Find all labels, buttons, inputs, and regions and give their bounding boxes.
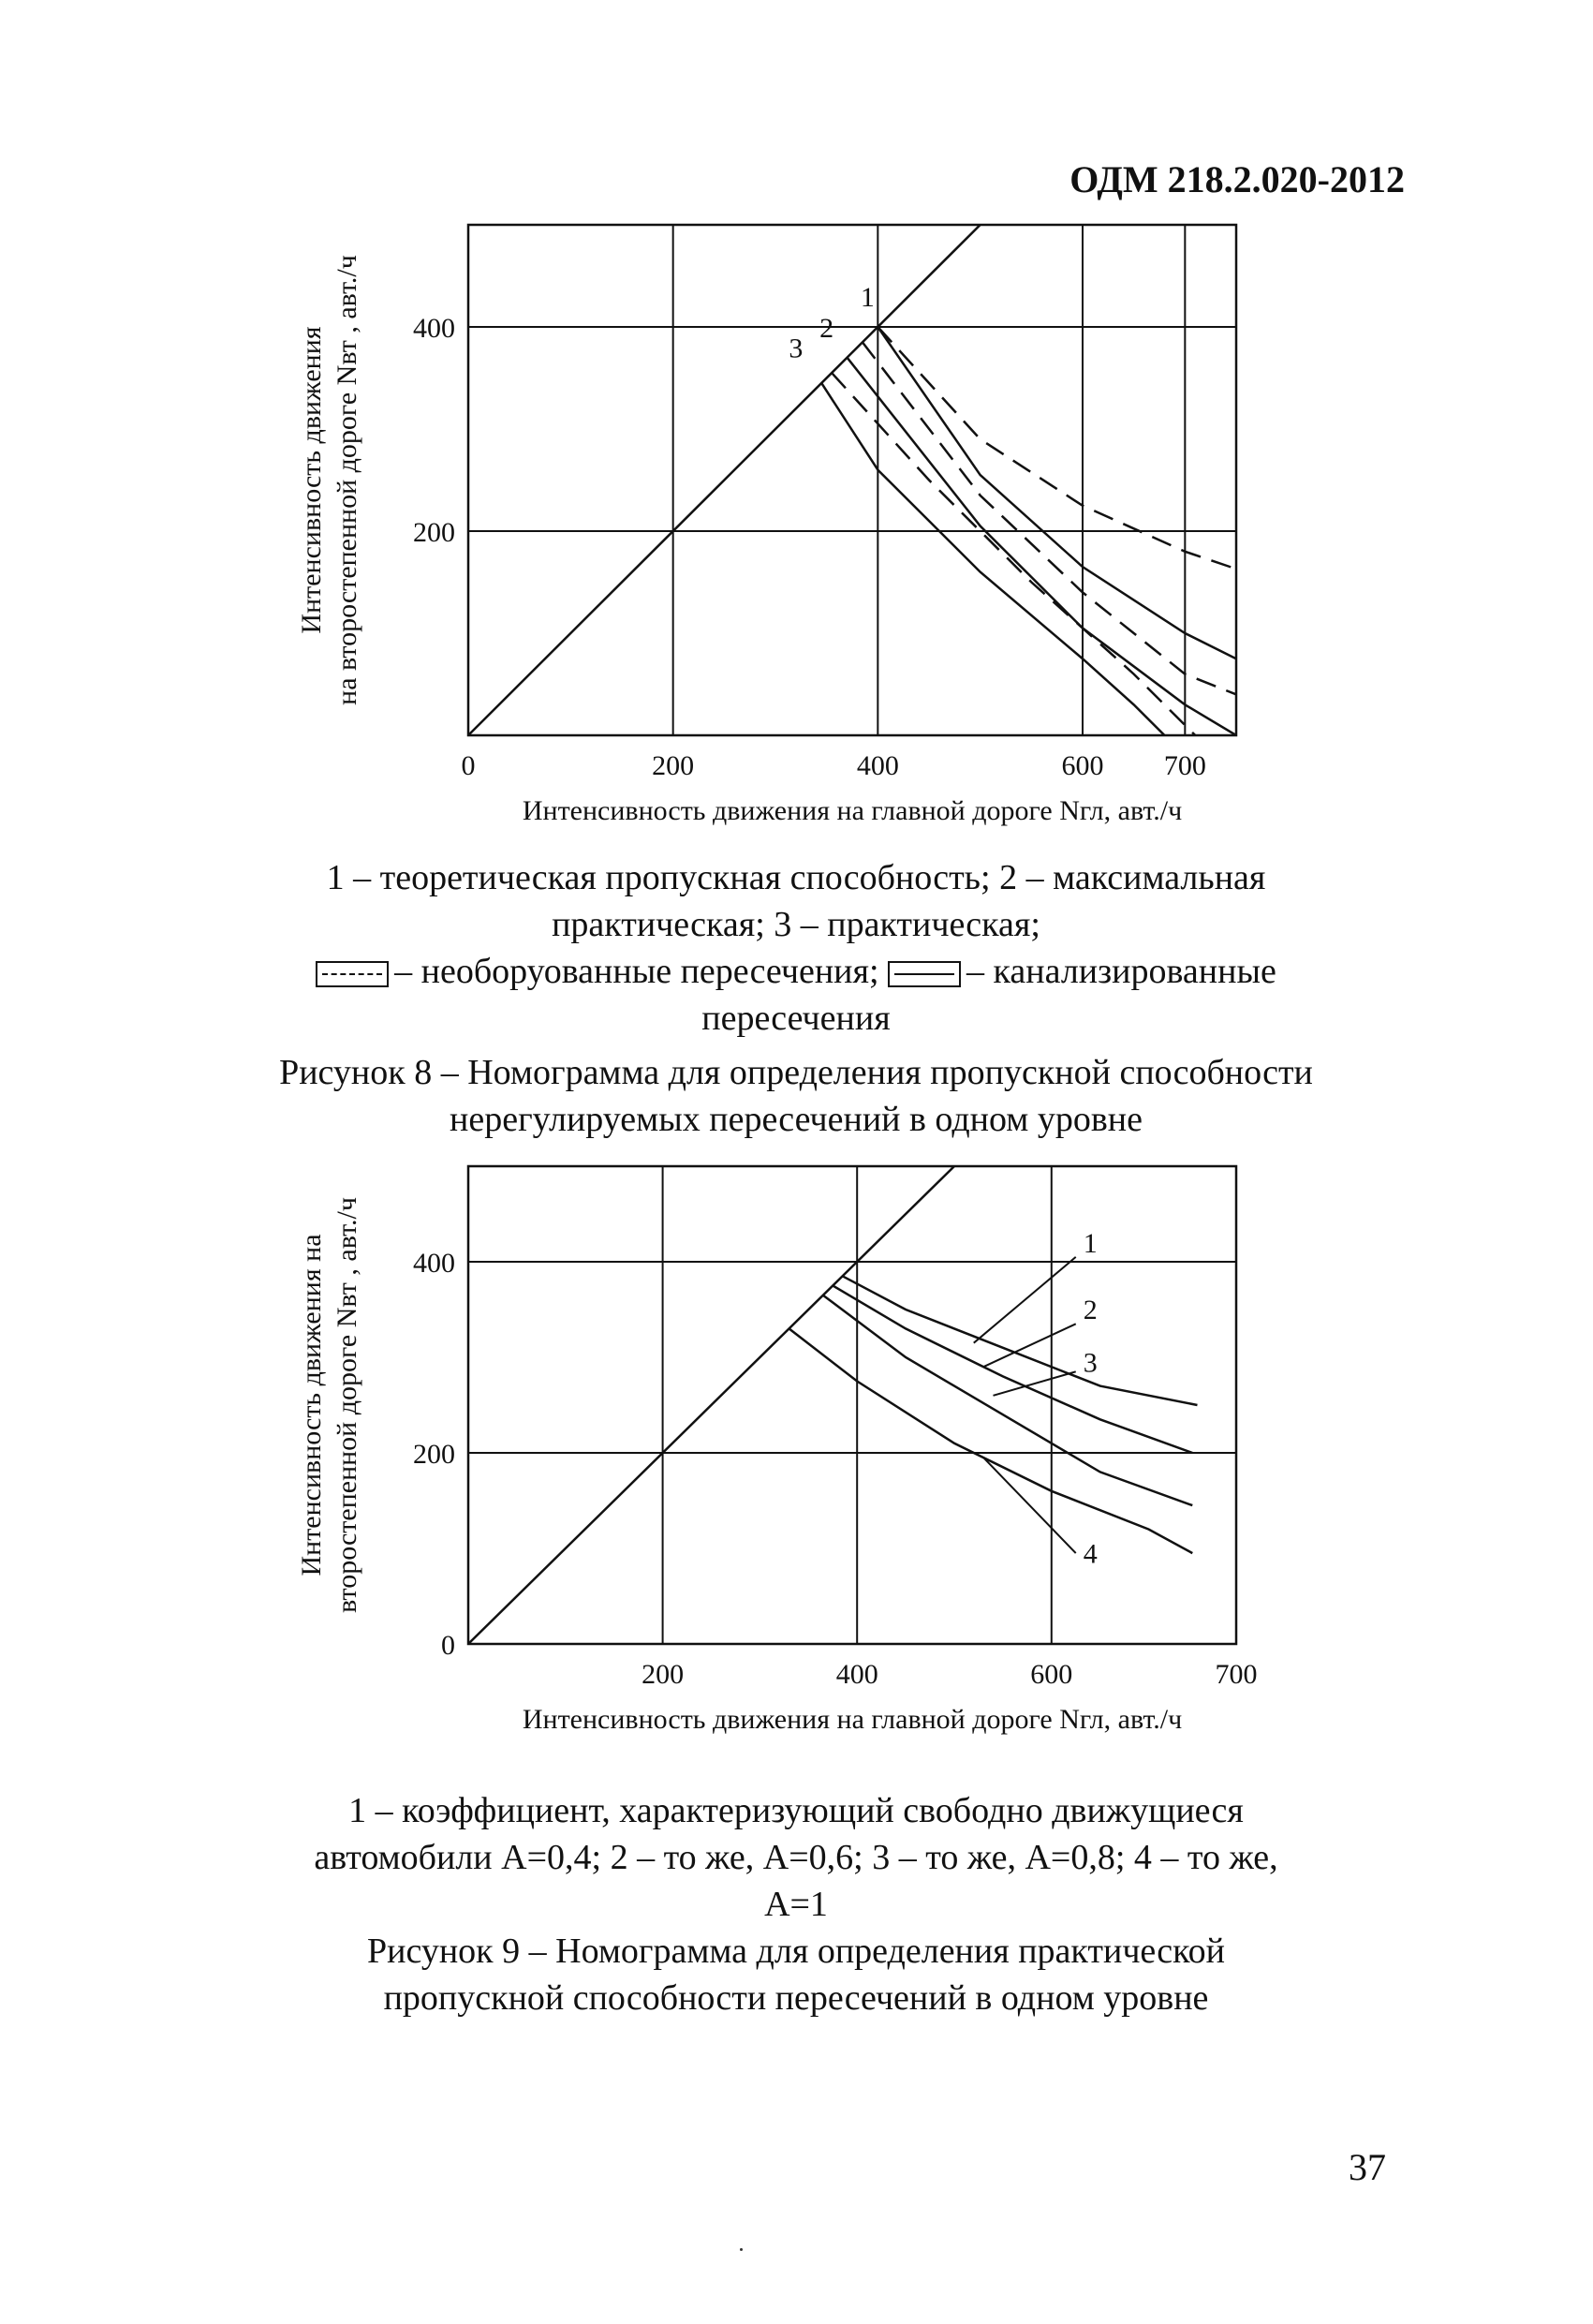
legend-line: А=1 — [764, 1885, 828, 1924]
solid-line-swatch — [888, 961, 961, 987]
curve-label: 3 — [1083, 1347, 1098, 1379]
x-tick-label: 200 — [642, 1659, 685, 1690]
x-tick-label: 400 — [856, 750, 899, 781]
y-tick-label: 200 — [413, 1439, 455, 1470]
legend-line: 1 – коэффициент, характеризующий свободно движущиеся — [348, 1791, 1244, 1830]
plot-frame — [468, 225, 1236, 735]
curve-label: 1 — [1083, 1227, 1098, 1259]
series-line-4 — [823, 1295, 1192, 1505]
x-tick-label: 400 — [835, 1659, 878, 1690]
y-axis-title-line: Интенсивность движения на — [296, 1234, 327, 1576]
x-tick-label: 600 — [1030, 1659, 1073, 1690]
y-axis-title-line: второстепенной дороге Nвт , авт./ч — [332, 1197, 362, 1613]
series-line-4 — [863, 342, 1236, 694]
figure-8-legend — [140, 854, 1452, 1042]
curve-label: 3 — [789, 333, 804, 364]
caption-line: Рисунок 8 – Номограмма для определения пропускной способности — [279, 1053, 1313, 1092]
y-axis-title-line: на второстепенной дороге Nвт , авт./ч — [332, 255, 362, 705]
curve-label: 2 — [819, 312, 834, 344]
curve-leader-line — [994, 1371, 1076, 1396]
legend-line: 1 – теоретическая пропускная способность; 2 – максимальная — [326, 858, 1266, 897]
figure-9-caption — [140, 1928, 1452, 2021]
x-tick-label: 0 — [461, 750, 476, 781]
series-line-1 — [468, 1166, 954, 1644]
legend-unequipped-text: – необоруованные пересечения; — [394, 952, 879, 991]
curve-leader-line — [983, 1458, 1076, 1553]
series-line-2 — [843, 1276, 1198, 1405]
x-axis-title: Интенсивность движения на главной дороге Nгл, авт./ч — [522, 795, 1183, 826]
series-line-2 — [878, 327, 1236, 569]
x-axis-title: Интенсивность движения на главной дороге Nгл, авт./ч — [522, 1704, 1183, 1735]
figure-9-chart — [281, 1147, 1311, 1747]
legend-channelized-text: – канализированные — [966, 952, 1276, 991]
x-tick-label: 700 — [1215, 1659, 1258, 1690]
legend-line: пересечения — [701, 999, 891, 1038]
x-tick-label: 700 — [1163, 750, 1206, 781]
legend-line: практическая; 3 – практическая; — [552, 905, 1040, 944]
caption-line: нерегулируемых пересечений в одном уровне — [450, 1100, 1143, 1139]
series-line-3 — [878, 327, 1236, 659]
series-line-5 — [848, 358, 1236, 735]
series-line-5 — [789, 1328, 1193, 1553]
y-tick-label: 400 — [413, 313, 455, 344]
page-number: 37 — [1349, 2146, 1386, 2188]
y-tick-label: 400 — [413, 1248, 455, 1279]
x-tick-label: 600 — [1061, 750, 1104, 781]
series-line-6 — [832, 373, 1195, 735]
legend-line: автомобили А=0,4; 2 – то же, А=0,6; 3 – то же, А=0,8; 4 – то же, — [314, 1838, 1278, 1877]
y-tick-label: 200 — [413, 517, 455, 548]
dashed-line-swatch — [316, 961, 389, 987]
scan-speck — [740, 2248, 743, 2251]
caption-line: Рисунок 9 – Номограмма для определения практической — [367, 1932, 1225, 1971]
curve-label: 2 — [1083, 1295, 1098, 1326]
document-code: ОДМ 218.2.020-2012 — [1069, 158, 1405, 200]
curve-label: 1 — [860, 282, 875, 314]
x-tick-label: 200 — [652, 750, 695, 781]
figure-8-chart — [281, 206, 1311, 852]
series-line-7 — [821, 383, 1164, 735]
caption-line: пропускной способности пересечений в одном уровне — [383, 1978, 1209, 2018]
figure-9-legend — [140, 1787, 1452, 1928]
figure-8-caption — [140, 1049, 1452, 1143]
y-tick-label: 0 — [441, 1630, 455, 1661]
curve-label: 4 — [1083, 1538, 1098, 1570]
series-line-1 — [468, 225, 981, 735]
plot-frame — [468, 1166, 1236, 1644]
y-axis-title-line: Интенсивность движения — [296, 326, 327, 634]
legend-swatch-row — [140, 948, 1452, 995]
